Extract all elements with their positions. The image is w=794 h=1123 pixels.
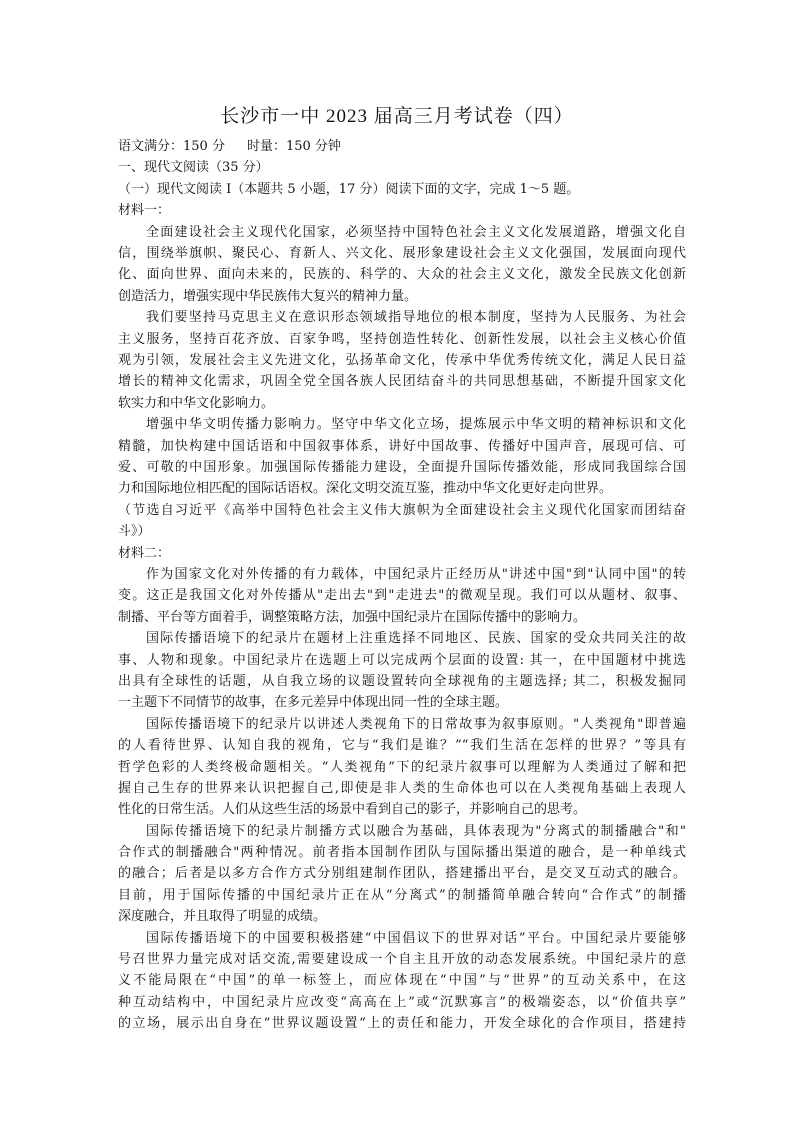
paragraph-line: 创造活力，增强实现中华民族伟大复兴的精神力量。 bbox=[118, 288, 418, 304]
exam-meta-line bbox=[118, 136, 686, 157]
paragraph-line: 我们要坚持马克思主义在意识形态领域指导地位的根本制度，坚持为人民服务、为社会 bbox=[146, 310, 686, 326]
paragraph-line: 合作式的制播融合"两种情况。前者指本国制作团队与国际播出渠道的融合，是一种单线式 bbox=[118, 845, 686, 861]
section-sub-heading: （一）现代文阅读 I（本题共 5 小题，17 分）阅读下面的文字，完成 1～5 题。 bbox=[118, 181, 580, 197]
paragraph-line: 变。这正是我国文化对外传播从"走出去"到"走进去"的微观呈现。我们可以从题材、叙事、 bbox=[118, 588, 686, 604]
paragraph-line: 软实力和中华文化影响力。 bbox=[118, 395, 275, 411]
paragraph-line: 握自己生存的世界来认识把握自己,即使是非人类的生命体也可以在人类视角基础上表现人 bbox=[118, 780, 686, 796]
paragraph-line: 哲学色彩的人类终极命题相关。“人类视角”下的纪录片叙事可以理解为人类通过了解和把 bbox=[118, 759, 686, 775]
paragraph-line: 号召世界力量完成对话交流,需要建设成一个自主且开放的动态发展系统。中国纪录片的意 bbox=[118, 952, 686, 968]
exam-title: 长沙市一中 2023 届高三月考试卷（四） bbox=[220, 106, 574, 127]
paragraph-line: 增长的精神文化需求，巩固全党全国各族人民团结奋斗的共同思想基础，不断提升国家文化 bbox=[118, 374, 686, 390]
paragraph-line: 国际传播语境下的中国要积极搭建“中国倡议下的世界对话”平台。中国纪录片要能够 bbox=[146, 930, 686, 946]
paragraph-line: 全面建设社会主义现代化国家，必须坚持中国特色社会主义文化发展道路，增强文化自 bbox=[146, 224, 686, 240]
paragraph-line: 种互动结构中，中国纪录片应改变“高高在上”或“沉默寡言”的极端姿态，以“价值共享” bbox=[118, 994, 686, 1010]
paragraph-line: 增强中华文明传播力影响力。坚守中华文化立场，提炼展示中华文明的精神标识和文化 bbox=[146, 417, 686, 433]
material-label: 材料二： bbox=[118, 545, 171, 561]
paragraph-line: 的人看待世界、认知自我的视角，它与“我们是谁？”“我们生活在怎样的世界？”等具有 bbox=[118, 738, 686, 754]
paragraph-line: 制播、平台等方面着手，调整策略方法，加强中国纪录片在国际传播中的影响力。 bbox=[118, 609, 587, 625]
paragraph-line: 信，围绕举旗帜、聚民心、育新人、兴文化、展形象建设社会主义文化强国，发展面向现代 bbox=[118, 246, 686, 262]
paragraph-line: 国际传播语境下的纪录片制播方式以融合为基础，具体表现为"分离式的制播融合"和" bbox=[146, 823, 686, 839]
paragraph-line: 国际传播语境下的纪录片以讲述人类视角下的日常故事为叙事原则。"人类视角"即普遍 bbox=[146, 716, 686, 732]
material-one bbox=[118, 222, 686, 543]
paragraph-line: 力和国际地位相匹配的国际话语权。深化文明交流互鉴，推动中华文化更好走向世界。 bbox=[118, 481, 613, 497]
paragraph-line: 化、面向世界、面向未来的，民族的、科学的、大众的社会主义文化，激发全民族文化创新 bbox=[118, 267, 686, 283]
paragraph-line: 爱、可敬的中国形象。加强国际传播能力建设，全面提升国际传播效能，形成同我国综合国 bbox=[118, 459, 686, 475]
paragraph-line: 一主题下不同情节的故事，在多元差异中体现出同一性的全球主题。 bbox=[118, 695, 509, 711]
paragraph-line: 深度融合，并且取得了明显的成绩。 bbox=[118, 909, 327, 925]
paragraph-line: 出具有全球性的话题，从自我立场的议题设置转向全球视角的主题选择; 其二，积极发掘同 bbox=[118, 673, 686, 689]
section-heading: 一、现代文阅读（35 分） bbox=[118, 160, 269, 176]
paragraph-line: 作为国家文化对外传播的有力载体，中国纪录片正经历从"讲述中国"到"认同中国"的转 bbox=[146, 566, 686, 582]
paragraph-line: 目前，用于国际传播的中国纪录片正在从“分离式”的制播简单融合转向“合作式”的制播 bbox=[118, 887, 686, 903]
paragraph-line: 义不能局限在“中国”的单一标签上，而应体现在“中国”与“世界”的互动关系中，在这 bbox=[118, 973, 686, 989]
paragraph-line: 观为引领，发展社会主义先进文化，弘扬革命文化，传承中华优秀传统文化，满足人民日益 bbox=[118, 352, 686, 368]
score-label: 语文满分：150 分 bbox=[118, 139, 225, 154]
paragraph-line: 的融合；后者是以多方合作方式分别组建制作团队，搭建播出平台，是交叉互动式的融合。 bbox=[118, 866, 686, 882]
source-citation-line: （节选自习近平《高举中国特色社会主义伟大旗帜为全面建设社会主义现代化国家而团结奋 bbox=[118, 502, 686, 518]
material-two bbox=[118, 564, 686, 1035]
paragraph-line: 精髓，加快构建中国话语和中国叙事体系，讲好中国故事、传播好中国声音，展现可信、可 bbox=[118, 438, 686, 454]
source-citation-line: 斗》） bbox=[118, 524, 151, 540]
paragraph-line: 事、人物和现象。中国纪录片在选题上可以完成两个层面的设置: 其一，在中国题材中挑选 bbox=[118, 652, 686, 668]
paragraph-line: 主义服务，坚持百花齐放、百家争鸣，坚持创造性转化、创新性发展，以社会主义核心价值 bbox=[118, 331, 686, 347]
exam-body bbox=[118, 136, 686, 1035]
material-label: 材料一： bbox=[118, 203, 171, 219]
paragraph-line: 的立场，展示出自身在“世界议题设置“上的责任和能力，开发全球化的合作项目，搭建持 bbox=[118, 1016, 686, 1032]
paragraph-line: 性化的日常生活。人们从这些生活的场景中看到自己的影子，并影响自己的思考。 bbox=[118, 802, 587, 818]
paragraph-line: 国际传播语境下的纪录片在题材上注重选择不同地区、民族、国家的受众共同关注的故 bbox=[146, 631, 686, 647]
time-label: 时量：150 分钟 bbox=[246, 139, 341, 154]
